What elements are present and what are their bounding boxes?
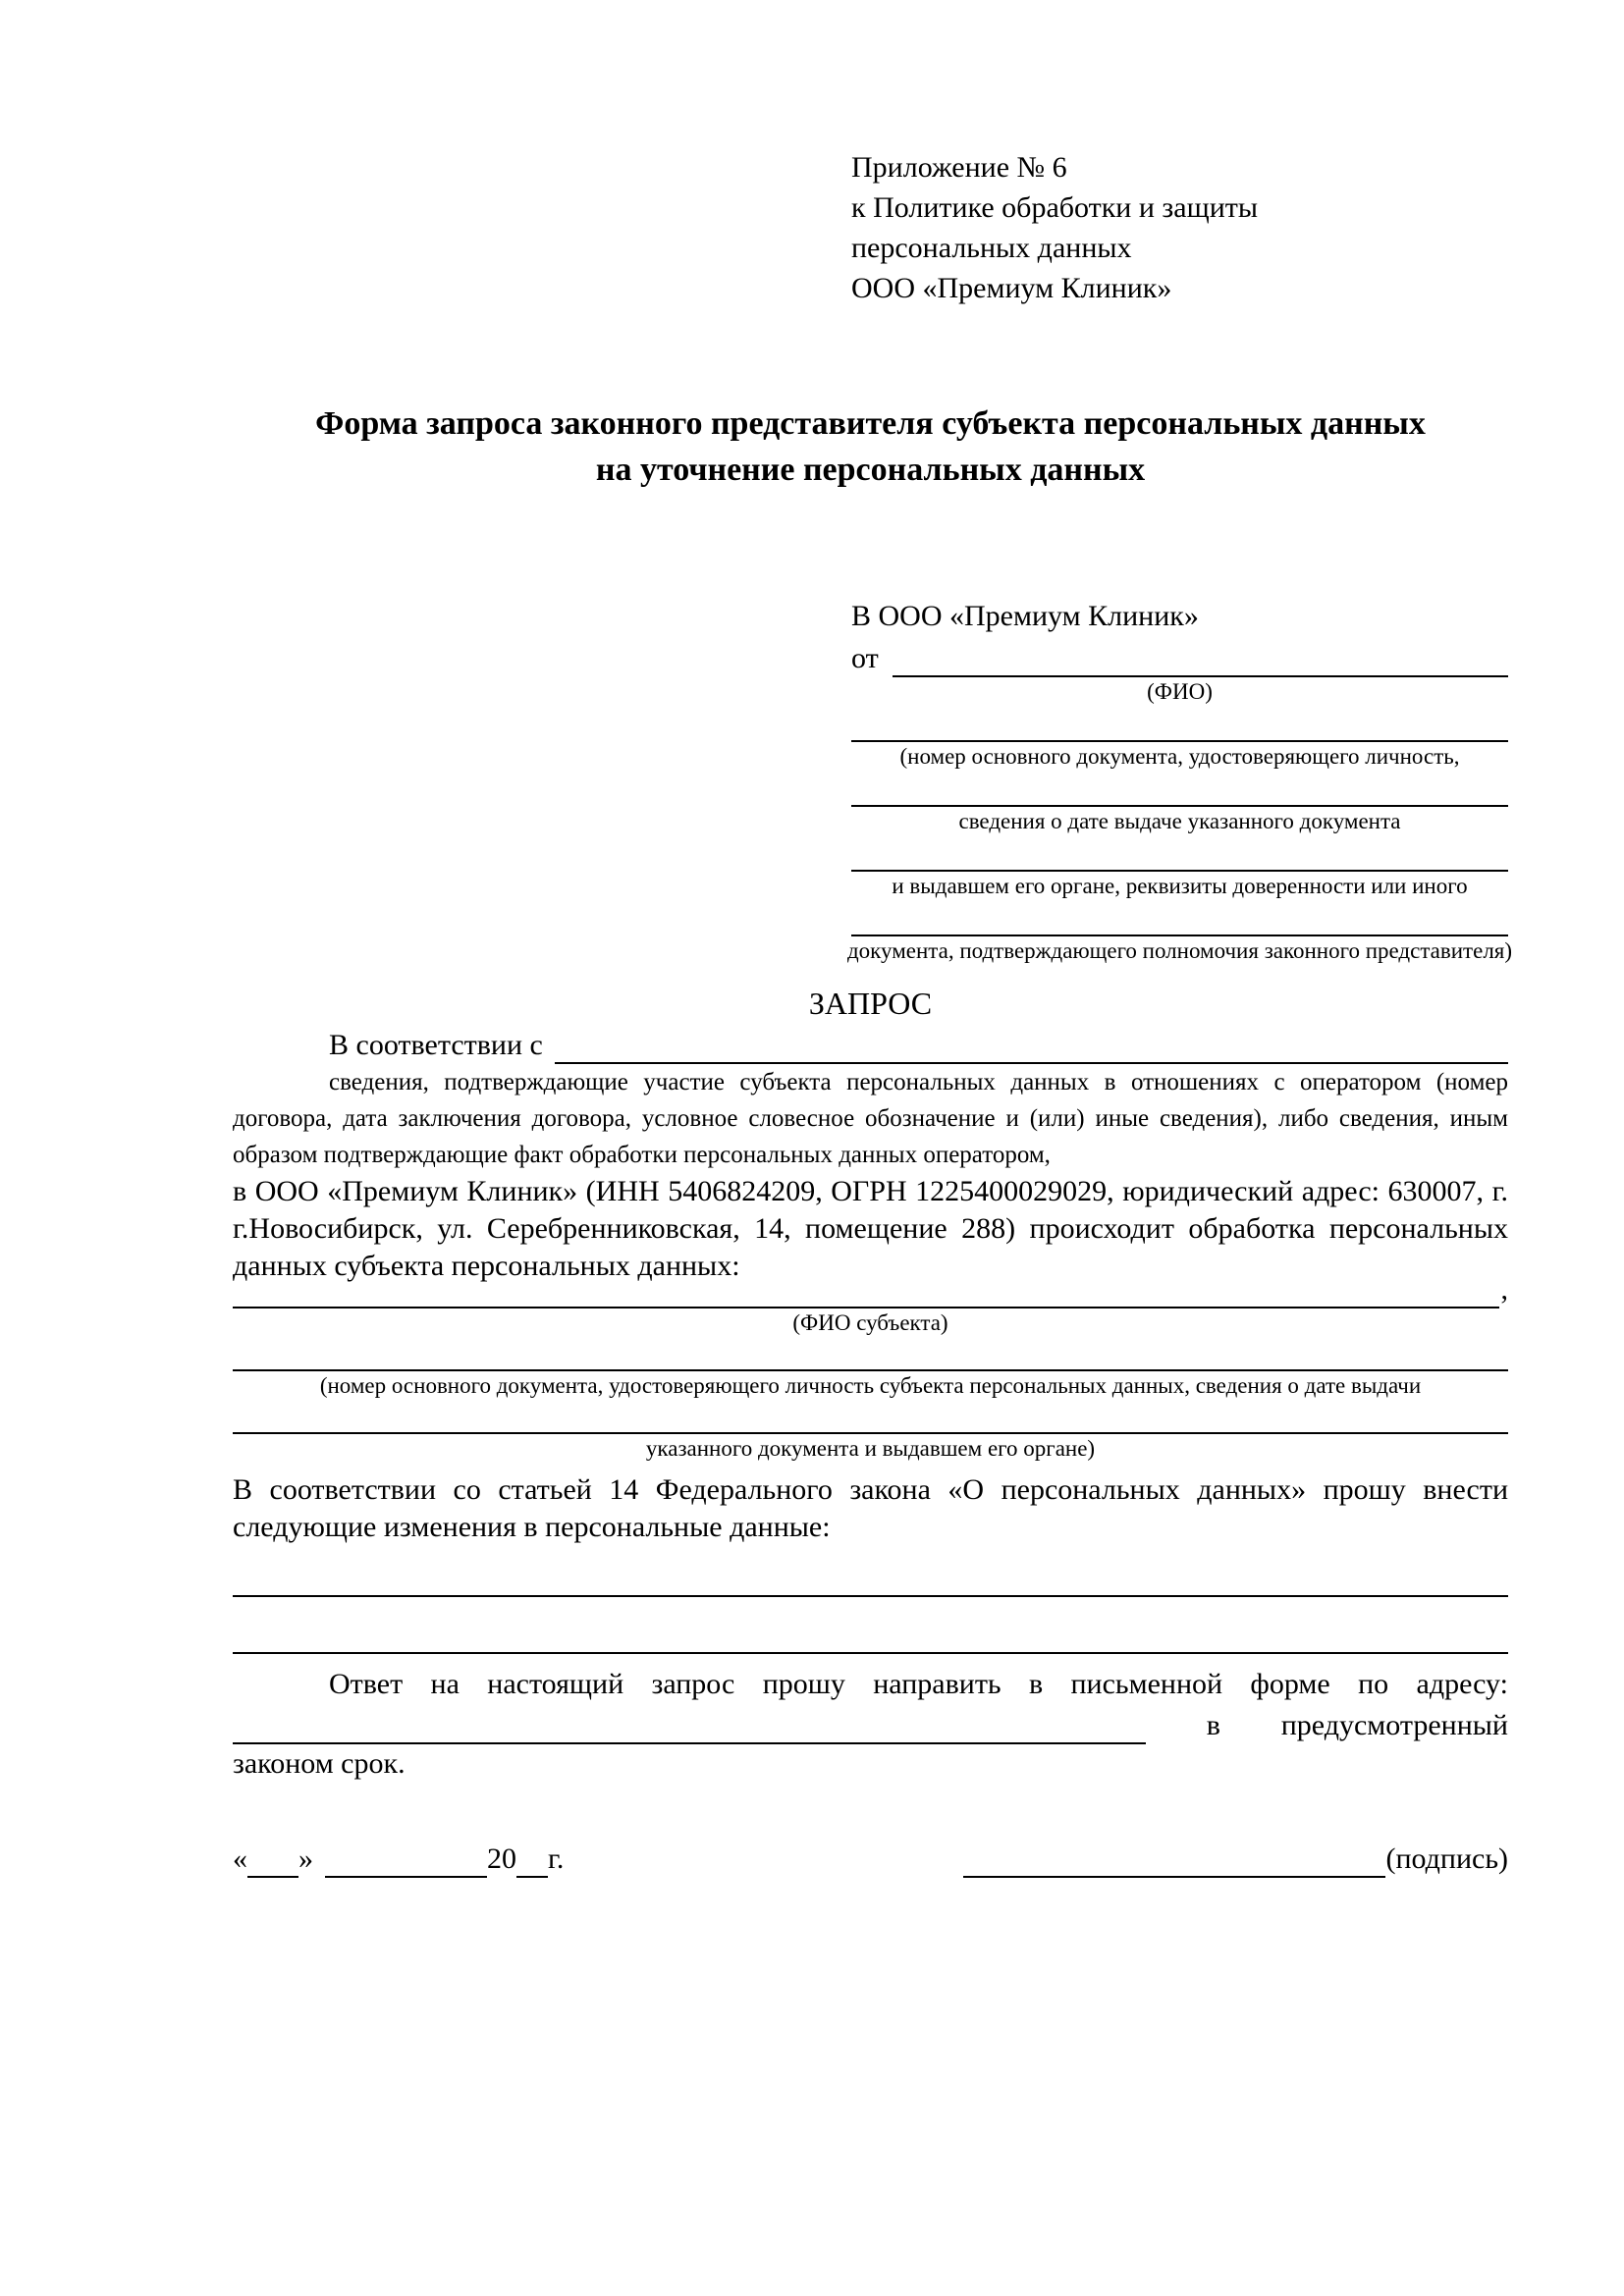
from-label: от bbox=[851, 642, 879, 674]
subject-fio-row bbox=[233, 1273, 1508, 1308]
appendix-line: к Политике обработки и защиты bbox=[851, 191, 1259, 224]
date-year-blank-line bbox=[516, 1846, 548, 1878]
subject-document-blank-line bbox=[233, 1338, 1508, 1371]
issue-date-blank-line bbox=[851, 772, 1508, 807]
amendment-blank-line-2 bbox=[233, 1597, 1508, 1654]
reply-tail-word: в bbox=[1206, 1709, 1220, 1741]
document-number-caption: (номер основного документа, удостоверяющего личность, bbox=[899, 744, 1460, 769]
addressee-organization: В ООО «Премиум Клиник» bbox=[851, 600, 1199, 632]
authority-document-blank-line bbox=[851, 901, 1508, 936]
document-title bbox=[233, 400, 1508, 493]
intro-footnote: сведения, подтверждающие участие субъекта персональных данных в отношениях с оператором (номер договора, дата заключения договора, условное словесное обозначение и (или) иные сведения), либо сведения, иным образом подтверждающие факт обработки персональных данных оператором, bbox=[233, 1069, 1508, 1168]
document-title-line: на уточнение персональных данных bbox=[595, 452, 1146, 488]
request-heading: ЗАПРОС bbox=[808, 986, 933, 1021]
date-year-prefix: 20 bbox=[487, 1842, 516, 1875]
subject-document-caption-2: указанного документа и выдавшем его органе) bbox=[645, 1436, 1096, 1461]
appendix-line: ООО «Премиум Клиник» bbox=[851, 272, 1172, 304]
document-title-line: Форма запроса законного представителя субъекта персональных данных bbox=[315, 405, 1426, 442]
amendment-blank-line-1 bbox=[233, 1546, 1508, 1597]
subject-issuer-blank-line bbox=[233, 1401, 1508, 1434]
reply-end: законом срок. bbox=[233, 1747, 406, 1780]
fio-caption: (ФИО) bbox=[1147, 679, 1213, 704]
authority-document-caption: документа, подтверждающего полномочия законного представителя) bbox=[846, 938, 1513, 963]
trailing-comma: , bbox=[1500, 1273, 1508, 1306]
document-number-blank-line bbox=[851, 707, 1508, 742]
operator-paragraph: в ООО «Премиум Клиник» (ИНН 5406824209, ОГРН 1225400029029, юридический адрес: 630007, г. г.Новосибирск, ул. Серебренниковская, 14, помещение 288) происходит обработка персональных данных субъекта персональных данных: bbox=[233, 1175, 1508, 1282]
subject-fio-caption: (ФИО субъекта) bbox=[792, 1310, 948, 1335]
signature-caption: (подпись) bbox=[1385, 1842, 1508, 1875]
date-quote-close: » bbox=[298, 1842, 313, 1875]
subject-document-caption-1: (номер основного документа, удостоверяющего личность субъекта персональных данных, сведения о дате выдачи bbox=[319, 1373, 1422, 1398]
date-month-blank-line bbox=[325, 1846, 487, 1878]
from-row bbox=[851, 636, 1508, 677]
date-quote-open: « bbox=[233, 1842, 247, 1875]
date-year-suffix: г. bbox=[548, 1842, 565, 1875]
appendix-note bbox=[851, 147, 1508, 308]
reply-address-row bbox=[233, 1703, 1508, 1744]
date-group bbox=[233, 1841, 564, 1878]
issuing-authority-blank-line bbox=[851, 836, 1508, 872]
reply-line: Ответ на настоящий запрос прошу направить в письменной форме по адресу: bbox=[329, 1668, 1508, 1700]
issue-date-caption: сведения о дате выдаче указанного документа bbox=[958, 809, 1401, 833]
reply-tail-word: предусмотренный bbox=[1280, 1709, 1508, 1741]
intro-label: В соответствии с bbox=[329, 1029, 543, 1061]
issuing-authority-caption: и выдавшем его органе, реквизиты доверенности или иного bbox=[892, 874, 1468, 898]
date-signature-row bbox=[233, 1841, 1508, 1878]
amendment-paragraph: В соответствии со статьей 14 Федерального закона «О персональных данных» прошу внести следующие изменения в персональные данные: bbox=[233, 1473, 1508, 1543]
date-day-blank-line bbox=[247, 1846, 298, 1878]
intro-row bbox=[233, 1025, 1508, 1064]
signature-blank-line bbox=[963, 1846, 1385, 1878]
appendix-line: персональных данных bbox=[851, 232, 1132, 264]
appendix-line: Приложение № 6 bbox=[851, 151, 1067, 184]
addressee-block bbox=[846, 597, 1513, 966]
signature-group bbox=[963, 1841, 1508, 1878]
